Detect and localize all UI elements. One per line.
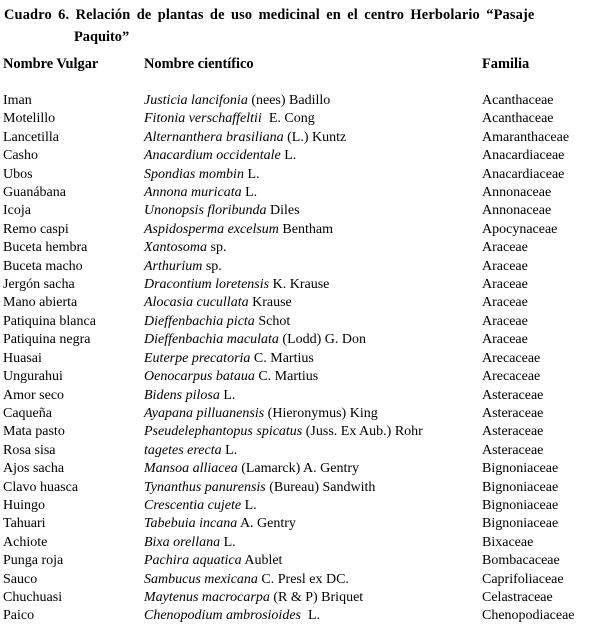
scientific-name-cell: [144, 387, 235, 405]
species-name: Oenocarpus bataua: [144, 369, 255, 385]
author-name: sp.: [202, 258, 222, 274]
author-name: (Hieronymus) King: [264, 405, 378, 421]
family-cell: Anacardiaceae: [482, 166, 565, 182]
table-row: [0, 571, 594, 589]
table-row: [0, 184, 594, 202]
species-name: Bidens pilosa: [144, 387, 220, 403]
common-name-cell: Guanábana: [3, 185, 66, 201]
species-name: Tabebuia incana: [144, 516, 238, 532]
table-row: [0, 147, 594, 165]
author-name: Aublet: [241, 553, 283, 569]
table-row: [0, 202, 594, 220]
scientific-name-cell: [144, 147, 296, 165]
family-cell: Bignoniaceae: [482, 479, 559, 495]
table-row: [0, 313, 594, 331]
common-name-cell: Huasai: [3, 350, 42, 366]
family-cell: Chenopodiaceae: [482, 608, 575, 624]
family-cell: Asteraceae: [482, 424, 544, 440]
author-name: K. Krause: [269, 277, 330, 293]
common-name-cell: Ubos: [3, 166, 33, 182]
common-name-cell: Caqueña: [3, 405, 52, 421]
table-row: [0, 92, 594, 110]
species-name: Alternanthera brasiliana: [144, 129, 284, 145]
species-name: Pachira aquatica: [144, 553, 242, 569]
header-common-name: Nombre Vulgar: [3, 56, 99, 72]
caption-line-1: Cuadro 6. Relación de plantas de uso medicinal en el centro Herbolario “Pasaje: [4, 7, 535, 23]
author-name: C. Presl ex DC.: [257, 571, 349, 587]
common-name-cell: Casho: [3, 148, 38, 164]
family-cell: Bignoniaceae: [482, 497, 559, 513]
author-name: (L.) Kuntz: [283, 129, 347, 145]
common-name-cell: Jergón sacha: [3, 277, 75, 293]
scientific-name-cell: [144, 515, 296, 533]
table-row: [0, 258, 594, 276]
common-name-cell: Tahuari: [3, 516, 46, 532]
author-name: L.: [241, 497, 257, 513]
species-name: Dieffenbachia maculata: [144, 332, 279, 348]
common-name-cell: Sauco: [3, 571, 38, 587]
table-row: [0, 387, 594, 405]
table-row: [0, 221, 594, 239]
family-cell: Acanthaceae: [482, 111, 554, 127]
common-name-cell: Mano abierta: [3, 295, 78, 311]
author-name: L.: [221, 442, 238, 458]
species-name: Pseudelephantopus spicatus: [144, 424, 303, 440]
author-name: C. Martius: [254, 369, 319, 385]
scientific-name-cell: [144, 294, 292, 312]
family-cell: Bignoniaceae: [482, 461, 559, 477]
author-name: (Lamarck) A. Gentry: [237, 461, 360, 477]
scientific-name-cell: [144, 571, 349, 589]
species-name: Alocasia cucullata: [144, 295, 249, 311]
table-row: [0, 442, 594, 460]
common-name-cell: Motelillo: [3, 111, 56, 127]
scientific-name-cell: [144, 166, 260, 184]
scientific-name-cell: [144, 497, 257, 515]
scientific-name-cell: [144, 607, 320, 625]
table-row: [0, 515, 594, 533]
table-row: [0, 497, 594, 515]
table-row: [0, 423, 594, 441]
common-name-cell: Punga roja: [3, 553, 64, 569]
caption-line-2: Paquito”: [74, 29, 130, 45]
author-name: E. Cong: [261, 111, 315, 127]
species-name: Spondias mombin: [144, 166, 244, 182]
family-cell: Arecaceae: [482, 369, 541, 385]
header-family: Familia: [482, 56, 530, 72]
scientific-name-cell: [144, 423, 423, 441]
author-name: L.: [241, 185, 258, 201]
common-name-cell: Rosa sisa: [3, 442, 56, 458]
scientific-name-cell: [144, 313, 290, 331]
family-cell: Apocynaceae: [482, 221, 558, 237]
family-cell: Araceae: [482, 332, 528, 348]
common-name-cell: Patiquina blanca: [3, 313, 96, 329]
table-body: [0, 92, 594, 626]
scientific-name-cell: [144, 202, 300, 220]
family-cell: Caprifoliaceae: [482, 571, 564, 587]
common-name-cell: Ajos sacha: [3, 461, 65, 477]
common-name-cell: Paico: [3, 608, 35, 624]
author-name: Krause: [248, 295, 292, 311]
scientific-name-cell: [144, 368, 318, 386]
author-name: L.: [220, 534, 236, 550]
common-name-cell: Buceta hembra: [3, 240, 88, 256]
table-row: [0, 607, 594, 625]
family-cell: Amaranthaceae: [482, 129, 570, 145]
author-name: (nees) Badillo: [247, 93, 331, 108]
common-name-cell: Lancetilla: [3, 129, 59, 145]
author-name: A. Gentry: [237, 516, 296, 532]
author-name: (Bureau) Sandwith: [265, 479, 376, 495]
author-name: L.: [300, 608, 321, 624]
species-name: Annona muricata: [144, 185, 242, 201]
author-name: (R & P) Briquet: [269, 589, 364, 605]
scientific-name-cell: [144, 129, 346, 147]
table-row: [0, 405, 594, 423]
author-name: C. Martius: [250, 350, 314, 366]
common-name-cell: Mata pasto: [3, 424, 65, 440]
species-name: Mansoa alliacea: [144, 461, 238, 477]
table-row: [0, 166, 594, 184]
author-name: L.: [280, 148, 297, 164]
family-cell: Araceae: [482, 240, 528, 256]
table-row: [0, 331, 594, 349]
scientific-name-cell: [144, 405, 378, 423]
common-name-cell: Huingo: [3, 497, 45, 513]
scientific-name-cell: [144, 552, 282, 570]
table-row: [0, 276, 594, 294]
table-row: [0, 589, 594, 607]
scientific-name-cell: [144, 479, 375, 497]
common-name-cell: Patiquina negra: [3, 332, 91, 348]
author-name: (Juss. Ex Aub.) Rohr: [302, 424, 423, 440]
species-name: Sambucus mexicana: [144, 571, 258, 587]
scientific-name-cell: [144, 534, 236, 552]
common-name-cell: Iman: [3, 93, 32, 108]
family-cell: Araceae: [482, 313, 528, 329]
table-row: [0, 294, 594, 312]
species-name: Ayapana pilluanensis: [144, 405, 265, 421]
header-scientific-name: Nombre científico: [144, 56, 254, 72]
scientific-name-cell: [144, 331, 366, 349]
family-cell: Asteraceae: [482, 387, 544, 403]
species-name: Arthurium: [144, 258, 203, 274]
family-cell: Annonaceae: [482, 185, 552, 201]
species-name: Dieffenbachia picta: [144, 313, 255, 329]
family-cell: Annonaceae: [482, 203, 552, 219]
scientific-name-cell: [144, 350, 314, 368]
author-name: L.: [219, 387, 236, 403]
family-cell: Asteraceae: [482, 405, 544, 421]
author-name: (Lodd) G. Don: [278, 332, 367, 348]
table-caption: [4, 4, 594, 48]
table-row: [0, 110, 594, 128]
author-name: Bentham: [278, 221, 333, 237]
species-name: Crescentia cujete: [144, 497, 242, 513]
common-name-cell: Ungurahui: [3, 369, 63, 385]
table-row: [0, 368, 594, 386]
family-cell: Araceae: [482, 295, 528, 311]
common-name-cell: Amor seco: [3, 387, 65, 403]
family-cell: Celastraceae: [482, 589, 553, 605]
scientific-name-cell: [144, 276, 329, 294]
species-name: Xantosoma: [144, 240, 207, 256]
family-cell: Araceae: [482, 258, 528, 274]
author-name: Diles: [266, 203, 300, 219]
table-row: [0, 534, 594, 552]
scientific-name-cell: [144, 110, 315, 128]
species-name: Justicia lancifonia: [144, 93, 248, 108]
species-name: Chenopodium ambrosioides: [144, 608, 301, 624]
family-cell: Acanthaceae: [482, 93, 554, 108]
table-header: [0, 56, 594, 76]
species-name: Maytenus macrocarpa: [144, 589, 270, 605]
scientific-name-cell: [144, 92, 330, 110]
family-cell: Bixaceae: [482, 534, 534, 550]
family-cell: Bombacaceae: [482, 553, 560, 569]
species-name: Fitonia verschaffeltii: [144, 111, 262, 127]
common-name-cell: Icoja: [3, 203, 31, 219]
scientific-name-cell: [144, 239, 226, 257]
species-name: Unonopsis floribunda: [144, 203, 267, 219]
table-row: [0, 552, 594, 570]
species-name: Anacardium occidentale: [144, 148, 281, 164]
table-row: [0, 460, 594, 478]
table-row: [0, 129, 594, 147]
table-row: [0, 350, 594, 368]
species-name: Tynanthus panurensis: [144, 479, 266, 495]
common-name-cell: Buceta macho: [3, 258, 83, 274]
table-row: [0, 479, 594, 497]
family-cell: Arecaceae: [482, 350, 541, 366]
common-name-cell: Clavo huasca: [3, 479, 79, 495]
author-name: Schot: [254, 313, 291, 329]
scientific-name-cell: [144, 460, 359, 478]
family-cell: Asteraceae: [482, 442, 544, 458]
species-name: Dracontium loretensis: [144, 277, 270, 293]
family-cell: Anacardiaceae: [482, 148, 565, 164]
scientific-name-cell: [144, 221, 333, 239]
species-name: tagetes erecta: [144, 442, 222, 458]
family-cell: Bignoniaceae: [482, 516, 559, 532]
species-name: Aspidosperma excelsum: [144, 221, 279, 237]
table-row: [0, 239, 594, 257]
scientific-name-cell: [144, 589, 363, 607]
scientific-name-cell: [144, 184, 257, 202]
species-name: Bixa orellana: [144, 534, 221, 550]
common-name-cell: Chuchuasi: [3, 589, 63, 605]
family-cell: Araceae: [482, 277, 528, 293]
species-name: Euterpe precatoria: [144, 350, 251, 366]
author-name: L.: [243, 166, 260, 182]
common-name-cell: Remo caspi: [3, 221, 69, 237]
scientific-name-cell: [144, 258, 222, 276]
scientific-name-cell: [144, 442, 237, 460]
author-name: sp.: [207, 240, 227, 256]
common-name-cell: Achiote: [3, 534, 48, 550]
